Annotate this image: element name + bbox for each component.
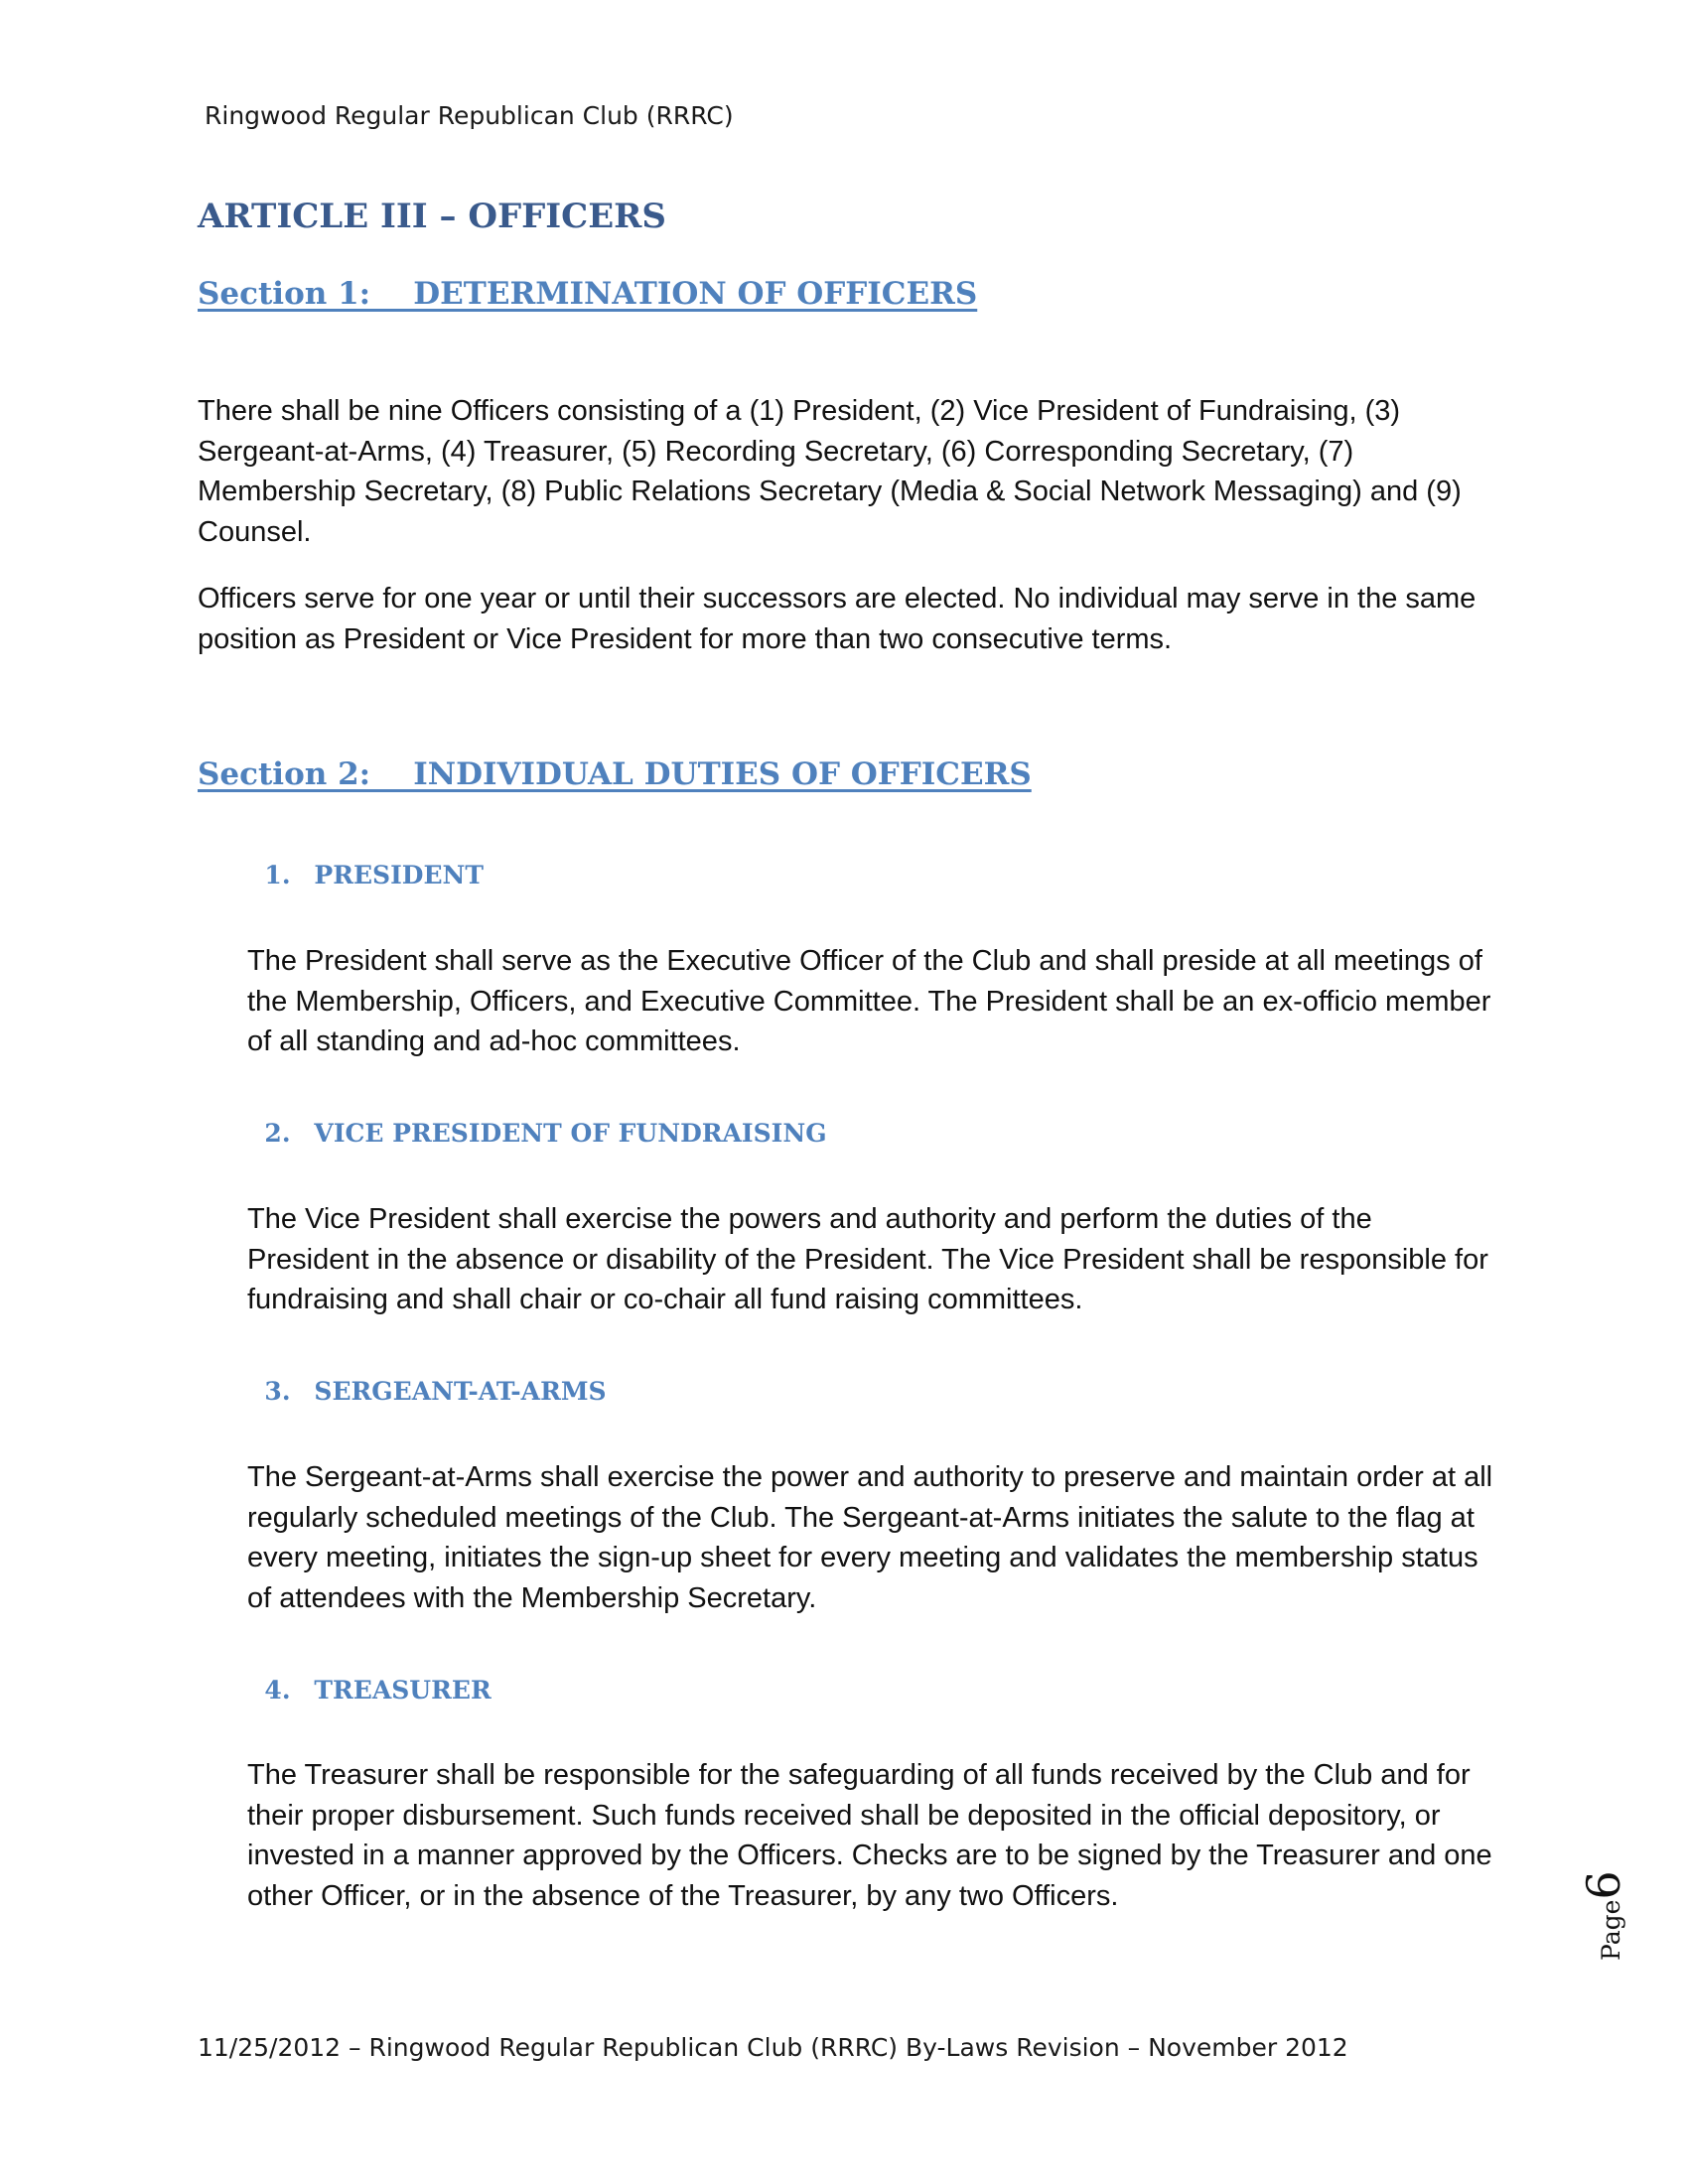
duty-heading-vice-president — [247, 1090, 827, 1148]
duty-text-sergeant-at-arms: The Sergeant-at-Arms shall exercise the power and authority to preserve and maintain order at all regularly scheduled meetings of the Club. The Sergeant-at-Arms initiates the salute to the flag at every meeting, initiates the sign-up sheet for every meeting and validates the membership status of attendees with the Membership Secretary. — [247, 1461, 1493, 1614]
page-number — [1577, 1870, 1630, 1961]
duty-text-vice-president: The Vice President shall exercise the powers and authority and perform the duties of the President in the absence or disability of the President. The Vice President shall be responsible for fundraising and shall chair or co-chair all fund raising committees. — [247, 1203, 1488, 1315]
footer: 11/25/2012 – Ringwood Regular Republican Club (RRRC) By-Laws Revision – November 2012 — [198, 2033, 1348, 2062]
duty-title: SERGEANT-AT-ARMS — [314, 1377, 607, 1406]
page-number-label: Page — [1597, 1899, 1625, 1961]
page-number-value: 6 — [1577, 1870, 1630, 1900]
duty-number: 4. — [264, 1676, 291, 1705]
duty-title: TREASURER — [314, 1676, 492, 1705]
duty-heading-sergeant-at-arms — [247, 1348, 607, 1406]
officers-list-paragraph: There shall be nine Officers consisting of a (1) President, (2) Vice President of Fundraising, (3) Sergeant-at-Arms, (4) Treasurer, (5) Recording Secretary, (6) Corresponding Secretary, (7) Membership Secretary, (8) Public Relations Secretary (Media & Social Network Messaging) and (9) Counsel. — [198, 395, 1462, 548]
duty-number: 1. — [264, 861, 291, 889]
duty-number: 2. — [264, 1119, 291, 1148]
term-limits-paragraph: Officers serve for one year or until their successors are elected. No individual may serve in the same position as President or Vice President for more than two consecutive terms. — [198, 583, 1477, 655]
duty-title: PRESIDENT — [314, 861, 484, 889]
duty-text-treasurer: The Treasurer shall be responsible for the safeguarding of all funds received by the Club and for their proper disbursement. Such funds received shall be deposited in the official depository, or invested in a manner approved by the Officers. Checks are to be signed by the Treasurer and one other Officer, or in the absence of the Treasurer, by any two Officers. — [247, 1759, 1492, 1912]
duty-title: VICE PRESIDENT OF FUNDRAISING — [314, 1119, 827, 1148]
duty-number: 3. — [264, 1377, 291, 1406]
running-header: Ringwood Regular Republican Club (RRRC) — [205, 101, 734, 130]
duty-heading-treasurer — [247, 1647, 492, 1705]
section-1-heading: Section 1: DETERMINATION OF OFFICERS — [198, 276, 978, 312]
duty-text-president: The President shall serve as the Executive Officer of the Club and shall preside at all meetings of the Membership, Officers, and Executive Committee. The President shall be an ex-officio member of all standing and ad-hoc committees. — [247, 945, 1491, 1057]
article-title: ARTICLE III – OFFICERS — [198, 197, 666, 236]
duty-heading-president — [247, 832, 484, 889]
section-2-heading: Section 2: INDIVIDUAL DUTIES OF OFFICERS — [198, 756, 1032, 792]
